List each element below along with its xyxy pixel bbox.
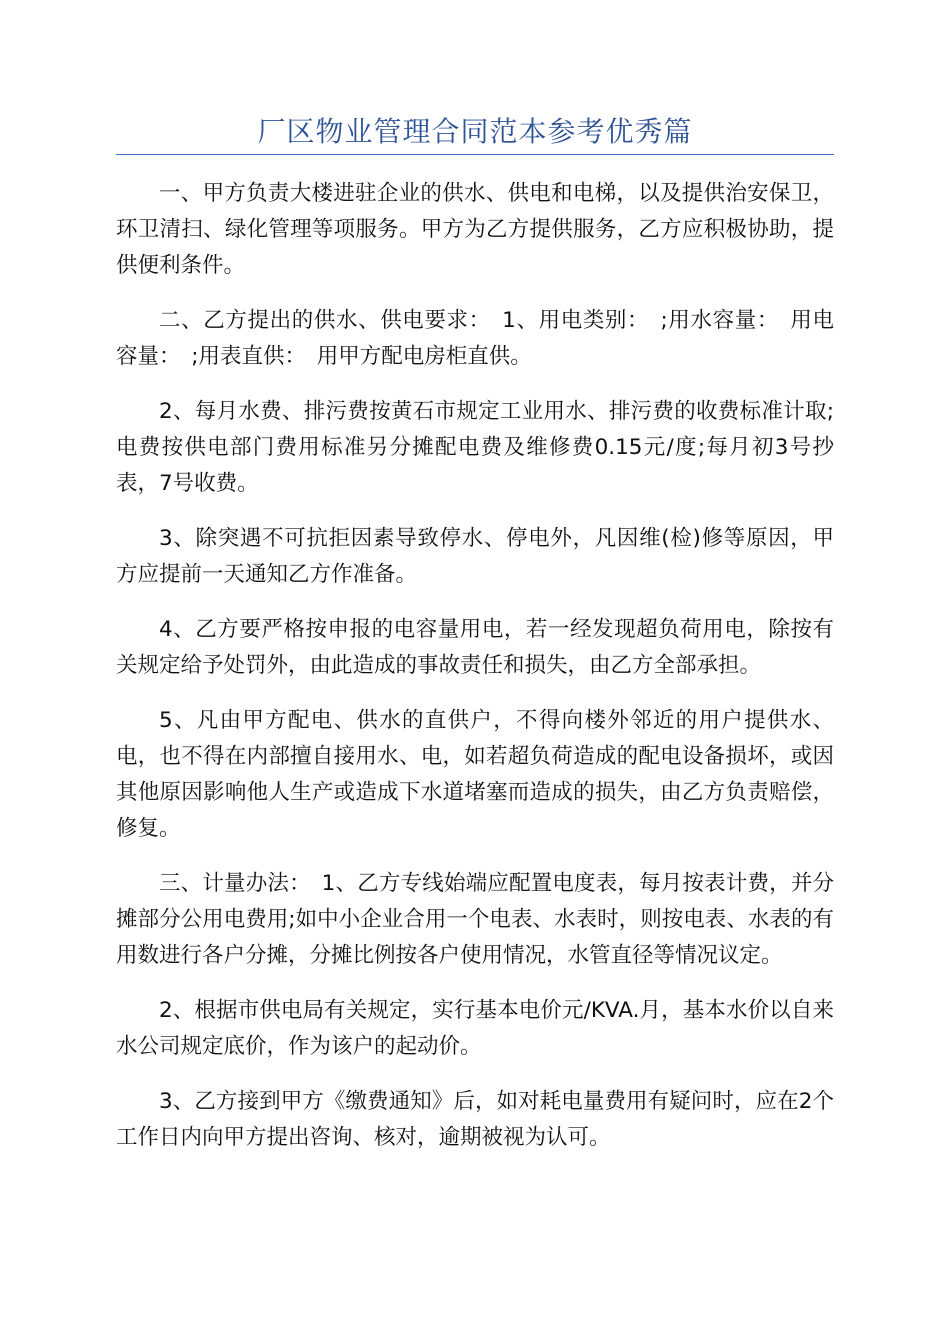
paragraph-2: 二、乙方提出的供水、供电要求： 1、用电类别： ;用水容量： 用电容量： ;用表直供： 用甲方配电房柜直供。 (116, 308, 834, 369)
paragraph-7: 三、计量办法： 1、乙方专线始端应配置电度表，每月按表计费，并分摊部分公用电费用;如中小企业合用一个电表、水表时，则按电表、水表的有用数进行各户分摊，分摊比例按各户使用情况，水管直径等情况议定。 (116, 871, 834, 968)
document-title: 厂区物业管理合同范本参考优秀篇 (257, 115, 693, 148)
paragraph-4: 3、除突遇不可抗拒因素导致停水、停电外，凡因维(检)修等原因，甲方应提前一天通知乙方作准备。 (116, 526, 834, 587)
document-body (116, 176, 834, 1175)
paragraph-8: 2、根据市供电局有关规定，实行基本电价元/KVA.月，基本水价以自来水公司规定底价，作为该户的起动价。 (116, 998, 834, 1059)
paragraph-9: 3、乙方接到甲方《缴费通知》后，如对耗电量费用有疑问时，应在2个工作日内向甲方提出咨询、核对，逾期被视为认可。 (116, 1089, 834, 1150)
paragraph-1: 一、甲方负责大楼进驻企业的供水、供电和电梯，以及提供治安保卫，环卫清扫、绿化管理等项服务。甲方为乙方提供服务，乙方应积极协助，提供便利条件。 (116, 181, 834, 278)
paragraph-6: 5、凡由甲方配电、供水的直供户，不得向楼外邻近的用户提供水、电，也不得在内部擅自接用水、电，如若超负荷造成的配电设备损坏，或因其他原因影响他人生产或造成下水道堵塞而造成的损失，由乙方负责赔偿，修复。 (116, 708, 834, 841)
paragraph-3: 2、每月水费、排污费按黄石市规定工业用水、排污费的收费标准计取;电费按供电部门费用标准另分摊配电费及维修费0.15元/度;每月初3号抄表，7号收费。 (116, 399, 834, 496)
title-underline (116, 154, 834, 155)
paragraph-5: 4、乙方要严格按申报的电容量用电，若一经发现超负荷用电，除按有关规定给予处罚外，由此造成的事故责任和损失，由乙方全部承担。 (116, 617, 834, 678)
